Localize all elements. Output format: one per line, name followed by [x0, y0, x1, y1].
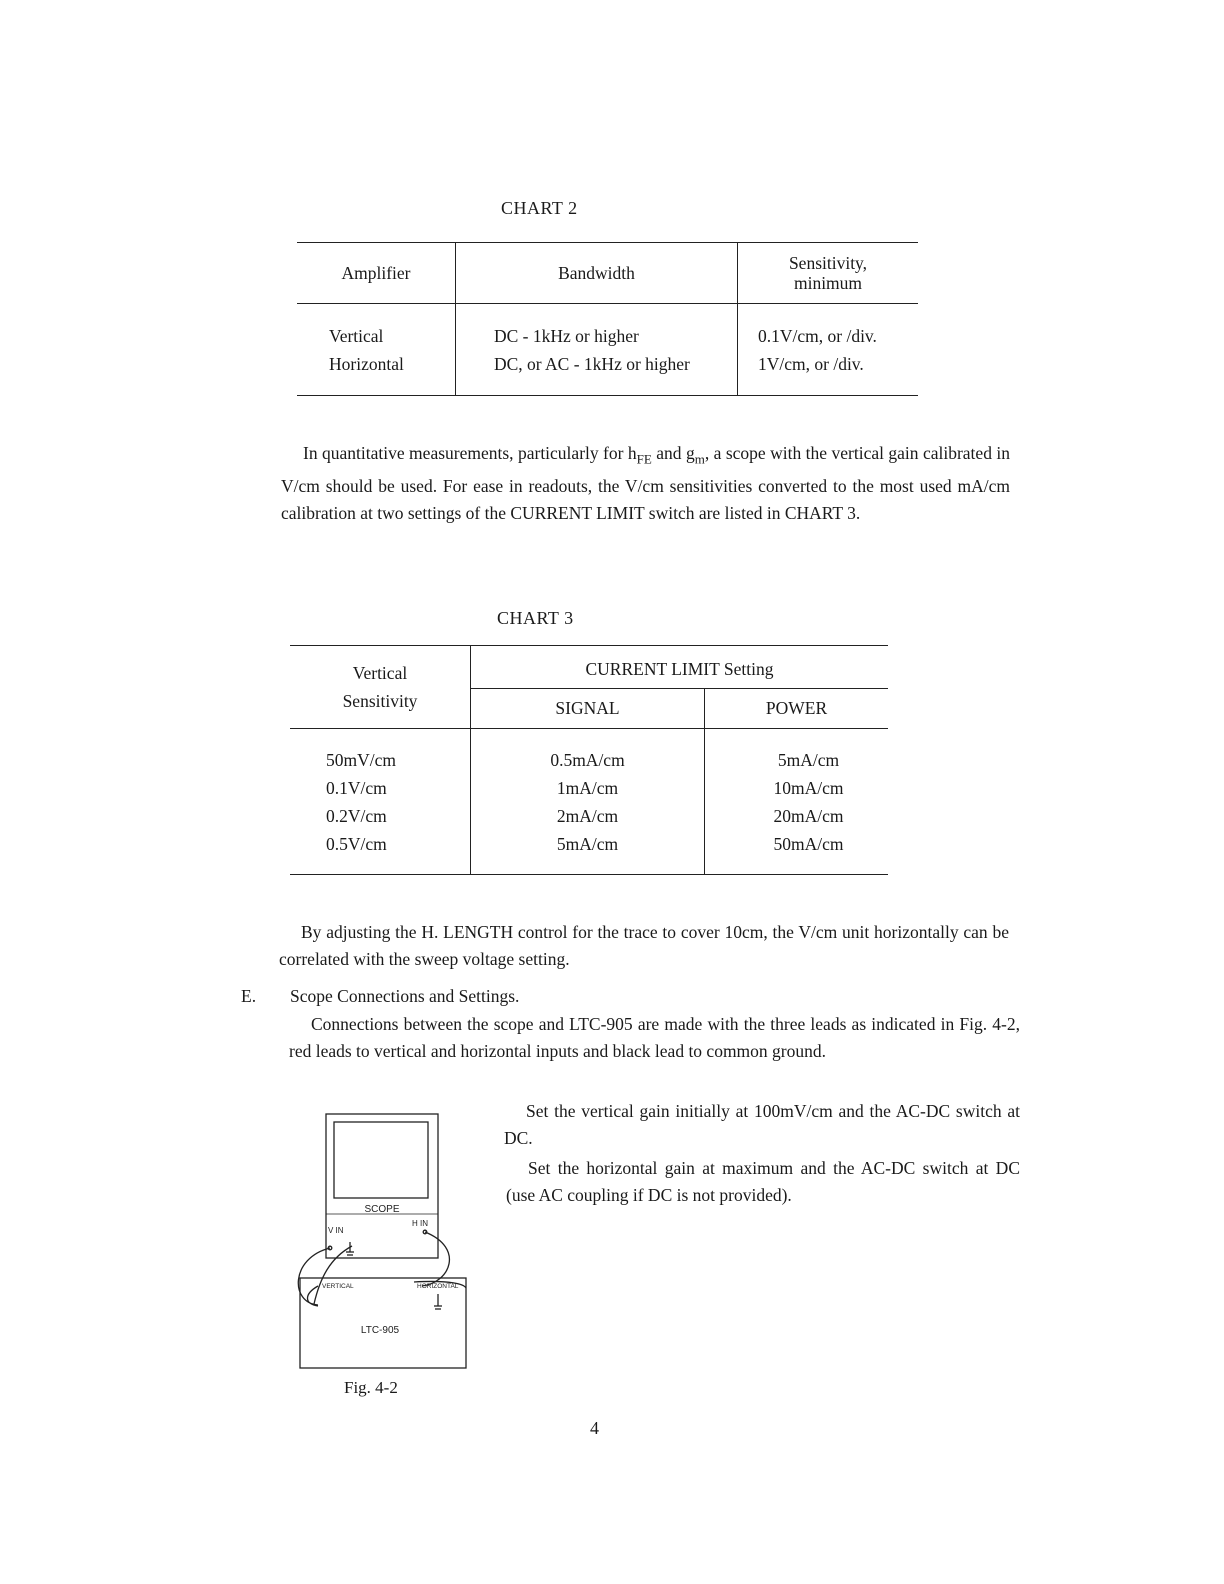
chart2-header-sensitivity-line1: Sensitivity, — [788, 253, 868, 273]
horizontal-gain-paragraph — [506, 1155, 1020, 1209]
chart2-header-row — [297, 243, 918, 304]
vin-label: V IN — [328, 1226, 344, 1235]
chart3-sensitivity-value: 50mV/cm — [326, 749, 396, 770]
scope-body — [326, 1114, 438, 1258]
horizontal-gain-text: Set the horizontal gain at maximum and the AC-DC switch at DC (use AC coupling if DC is not provided). — [506, 1158, 1020, 1205]
figure-caption: Fig. 4-2 — [344, 1378, 398, 1397]
para1-text-a: In quantitative measurements, particularly for h — [303, 443, 637, 463]
chart3-power-value: 50mA/cm — [773, 833, 844, 854]
chart3-sensitivity-value: 0.2V/cm — [326, 805, 387, 826]
section-e-heading: Scope Connections and Settings. — [290, 986, 520, 1006]
vertical-gain-text: Set the vertical gain initially at 100mV/cm and the AC-DC switch at DC. — [504, 1101, 1020, 1148]
chart2-sensitivity-vertical: 0.1V/cm, or /div. — [758, 325, 877, 346]
horizontal-terminal-label: HORIZONTAL — [417, 1283, 459, 1290]
chart3-power-value: 5mA/cm — [777, 749, 840, 770]
quantitative-paragraph — [281, 440, 1010, 527]
section-e-text: Connections between the scope and LTC-905 are made with the three leads as indicated in Fig. 4-2, red leads to vertical and horizontal inputs and black lead to common ground. — [289, 1014, 1020, 1061]
chart2-amplifier-cell — [297, 304, 456, 396]
ground-lead — [314, 1246, 352, 1304]
chart2-header-sensitivity — [738, 243, 919, 304]
chart2-amplifier-horizontal: Horizontal — [329, 353, 404, 374]
chart3-sensitivity-value: 0.5V/cm — [326, 833, 387, 854]
chart3-header-vertical: Vertical — [352, 663, 408, 683]
page-number: 4 — [590, 1418, 599, 1438]
chart3-title: CHART 3 — [497, 608, 574, 628]
vertical-terminal-label: VERTICAL — [322, 1283, 354, 1290]
h-length-paragraph — [279, 919, 1009, 973]
chart3-signal-value: 2mA/cm — [556, 805, 619, 826]
chart3-power-value: 20mA/cm — [773, 805, 844, 826]
chart2-table — [297, 242, 918, 396]
chart3-sensitivity-column — [290, 729, 471, 875]
chart3-power-value: 10mA/cm — [773, 777, 844, 798]
chart3-signal-value: 0.5mA/cm — [550, 749, 625, 770]
para1-sub-fe: FE — [636, 451, 652, 467]
chart2-header-sensitivity-line2: minimum — [793, 273, 863, 293]
chart2-title: CHART 2 — [501, 198, 578, 218]
chart3-table — [290, 645, 888, 875]
scope-label: SCOPE — [364, 1204, 400, 1215]
chart3-power-column — [705, 729, 889, 875]
chart2-sensitivity-cell — [738, 304, 919, 396]
chart2-header-amplifier: Amplifier — [297, 243, 456, 304]
chart3-signal-column — [471, 729, 705, 875]
chart2-bandwidth-cell — [456, 304, 738, 396]
hin-label: H IN — [412, 1219, 428, 1228]
chart2-bandwidth-vertical: DC - 1kHz or higher — [494, 325, 639, 346]
chart3-signal-value: 5mA/cm — [556, 833, 619, 854]
chart3-header-vertical-sensitivity — [290, 646, 471, 729]
vertical-gain-paragraph — [504, 1098, 1020, 1152]
chart2-header-bandwidth: Bandwidth — [456, 243, 738, 304]
chart3-header-current-limit: CURRENT LIMIT Setting — [471, 646, 889, 689]
chart3-body-row — [290, 729, 888, 875]
section-e-paragraph — [289, 1011, 1020, 1065]
chart3-sensitivity-value: 0.1V/cm — [326, 777, 387, 798]
ltc-905-body — [300, 1278, 466, 1368]
para2-text: By adjusting the H. LENGTH control for the trace to cover 10cm, the V/cm unit horizontally can be correlated with the sweep voltage setting. — [279, 922, 1009, 969]
section-e-label: E. — [241, 986, 257, 1006]
ltc-905-label: LTC-905 — [360, 1325, 400, 1336]
para1-sub-m: m — [694, 451, 705, 467]
chart2-amplifier-vertical: Vertical — [329, 325, 384, 346]
vertical-lead — [298, 1248, 330, 1305]
para1-text-b: and g — [651, 443, 695, 463]
chart2-sensitivity-horizontal: 1V/cm, or /div. — [758, 353, 864, 374]
chart2-bandwidth-horizontal: DC, or AC - 1kHz or higher — [494, 353, 690, 374]
chart2-body-row — [297, 304, 918, 396]
fig-4-2-diagram — [290, 1108, 480, 1373]
chart3-header-row1 — [290, 646, 888, 689]
chart3-header-power: POWER — [705, 689, 889, 729]
chart3-signal-value: 1mA/cm — [556, 777, 619, 798]
para1-text-c: , a scope with the vertical gain calibrated in V/cm should be used. For ease in readouts, the V/cm sensitivities converted to the most used mA/cm calibration at two settings of the CURRENT LIMIT switch are listed in CHART 3. — [281, 443, 1010, 523]
chart3-header-signal: SIGNAL — [471, 689, 705, 729]
chart3-header-sensitivity: Sensitivity — [342, 691, 418, 711]
scope-screen — [334, 1122, 428, 1198]
